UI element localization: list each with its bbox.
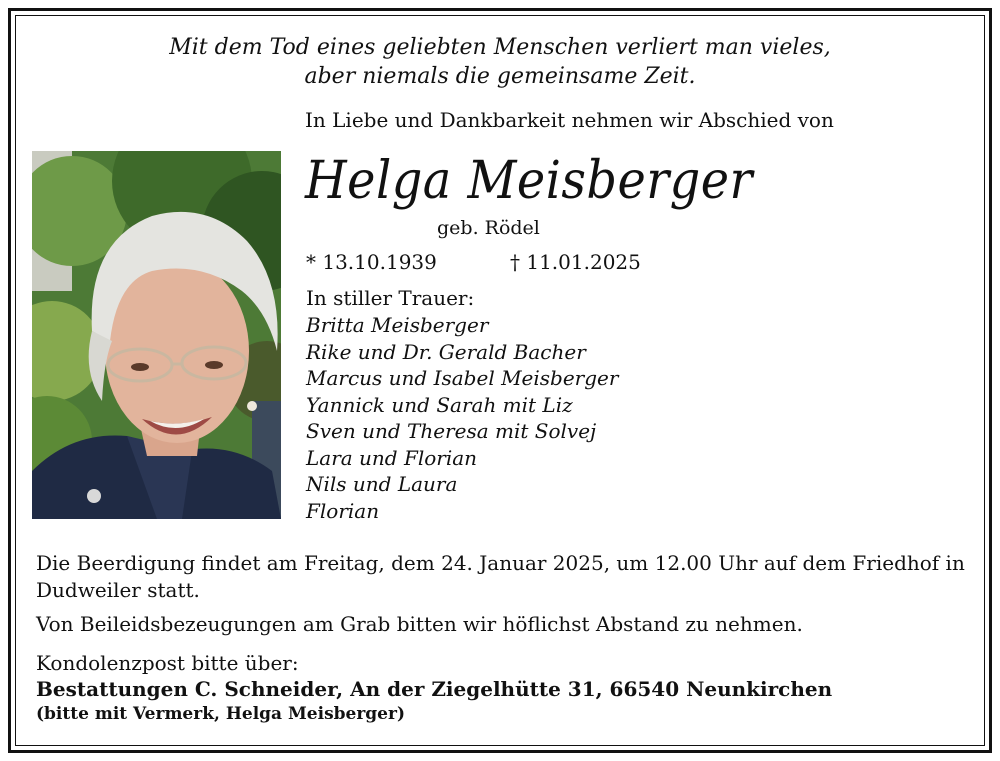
mourner-name: Marcus und Isabel Meisberger xyxy=(306,366,619,390)
post-note: (bitte mit Vermerk, Helga Meisberger) xyxy=(36,704,406,724)
motto-line-1: Mit dem Tod eines geliebten Menschen verliert man vieles, xyxy=(169,35,831,60)
condolence-text: Von Beileidsbezeugungen am Grab bitten wir höflichst Abstand zu nehmen. xyxy=(36,612,803,636)
death-date: † 11.01.2025 xyxy=(510,250,641,274)
mourner-name: Lara und Florian xyxy=(306,445,478,470)
mourner-name: Britta Meisberger xyxy=(306,313,489,337)
undertaker-address: Bestattungen C. Schneider, An der Ziegelhütte 31, 66540 Neunkirchen xyxy=(36,677,833,701)
condolence-post-label: Kondolenzpost bitte über: xyxy=(36,651,299,675)
maiden-name: geb. Rödel xyxy=(437,217,540,239)
funeral-text: Die Beerdigung findet am Freitag, dem 24. Januar 2025, um 12.00 Uhr auf dem Friedhof in Dudweiler statt. xyxy=(36,551,965,602)
portrait-photo xyxy=(32,151,281,519)
mourners-list xyxy=(306,312,618,524)
mourner-name: Rike und Dr. Gerald Bacher xyxy=(306,339,586,364)
birth-date: * 13.10.1939 xyxy=(306,250,437,274)
deceased-name: Helga Meisberger xyxy=(305,151,753,211)
intro-text: In Liebe und Dankbarkeit nehmen wir Abschied von xyxy=(305,108,834,132)
mourners-label: In stiller Trauer: xyxy=(306,286,475,310)
motto-line-2: aber niemals die gemeinsame Zeit. xyxy=(304,64,696,89)
mourner-name: Nils und Laura xyxy=(306,472,458,496)
mourner-name: Yannick und Sarah mit Liz xyxy=(306,392,573,417)
mourner-name: Florian xyxy=(306,498,380,523)
mourner-name: Sven und Theresa mit Solvej xyxy=(306,419,597,443)
